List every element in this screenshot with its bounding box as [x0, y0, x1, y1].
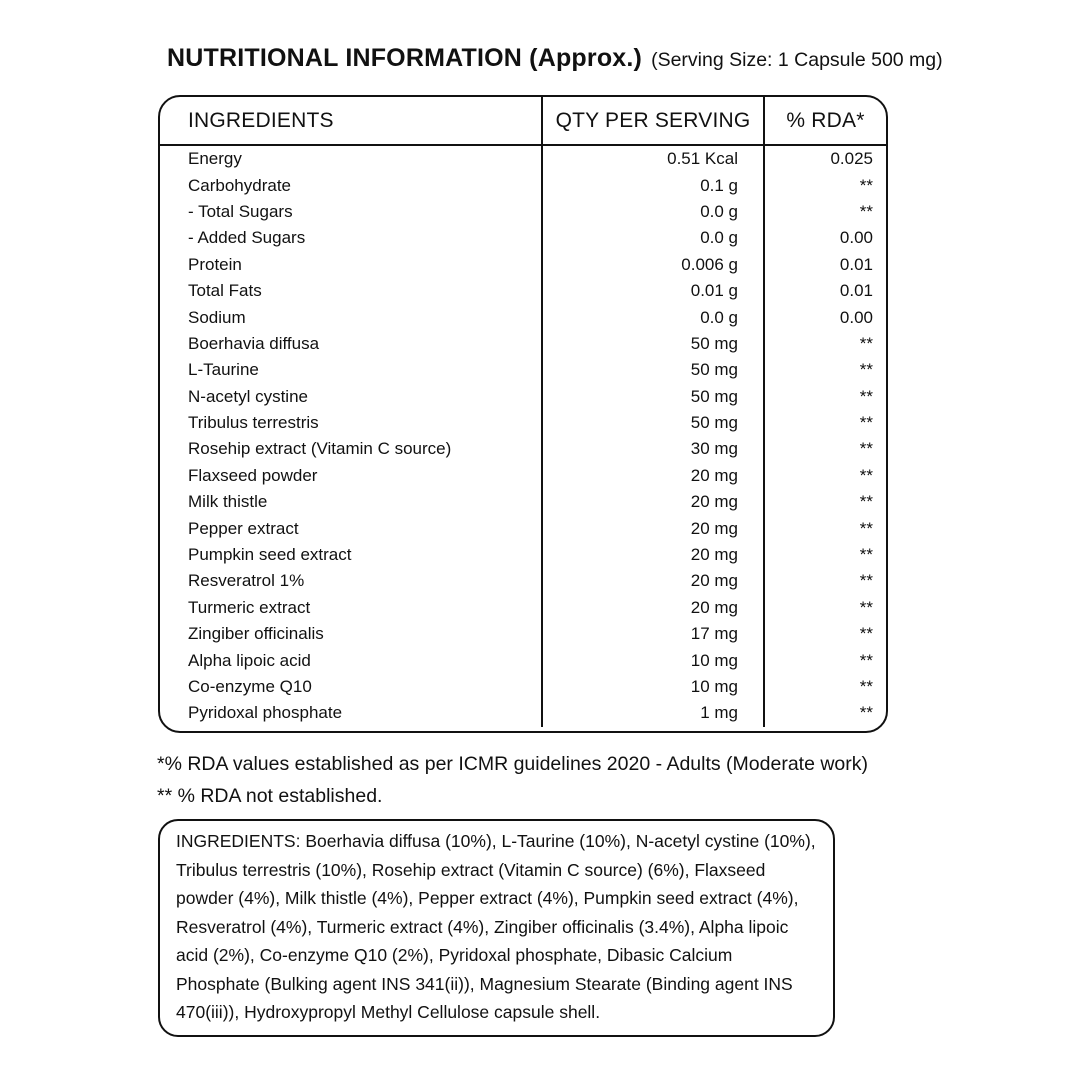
ingredient-qty: 0.51 Kcal: [541, 146, 763, 172]
ingredient-name: Total Fats: [188, 281, 262, 301]
table-row: [160, 647, 886, 673]
ingredient-qty: 20 mg: [541, 515, 763, 541]
ingredient-qty: 17 mg: [541, 621, 763, 647]
ingredient-rda: **: [763, 172, 886, 198]
ingredient-rda: **: [763, 463, 886, 489]
table-body: [160, 146, 886, 731]
ingredient-qty: 50 mg: [541, 331, 763, 357]
ingredient-name: - Added Sugars: [188, 228, 306, 248]
table-row: [160, 410, 886, 436]
ingredient-rda: **: [763, 700, 886, 726]
ingredient-qty: 50 mg: [541, 410, 763, 436]
ingredient-rda: **: [763, 410, 886, 436]
ingredient-qty: 0.1 g: [541, 172, 763, 198]
title-serving-size: (Serving Size: 1 Capsule 500 mg): [651, 49, 943, 71]
ingredient-rda: **: [763, 674, 886, 700]
table-row: [160, 436, 886, 462]
ingredient-rda: **: [763, 568, 886, 594]
ingredient-name: N-acetyl cystine: [188, 386, 308, 406]
ingredient-name: Co-enzyme Q10: [188, 677, 312, 696]
header-ingredients: INGREDIENTS: [188, 108, 334, 132]
ingredient-qty: 0.0 g: [541, 304, 763, 330]
ingredients-text: INGREDIENTS: Boerhavia diffusa (10%), L-Taurine (10%), N-acetyl cystine (10%), Tribulus terrestris (10%), Rosehip extract (Vitamin C source) (6%), Flaxseed powder (4%), Milk thistle (4%), Pepper extract (4%), Pumpkin seed extract (4%), Resveratrol (4%), Turmeric extract (4%), Zingiber officinalis (3.4%), Alpha lipoic acid (2%), Co-enzyme Q10 (2%), Pyridoxal phosphate, Dibasic Calcium Phosphate (Bulking agent INS 341(ii)), Magnesium Stearate (Binding agent INS 470(iii)), Hydroxypropyl Methyl Cellulose capsule shell.: [176, 831, 816, 1022]
table-header-row: [160, 97, 886, 146]
ingredient-qty: 10 mg: [541, 674, 763, 700]
table-row: [160, 146, 886, 172]
ingredient-rda: **: [763, 357, 886, 383]
header-qty-per-serving: QTY PER SERVING: [541, 97, 763, 144]
ingredient-qty: 0.006 g: [541, 252, 763, 278]
table-row: [160, 304, 886, 330]
ingredient-qty: 20 mg: [541, 489, 763, 515]
table-row: [160, 700, 886, 726]
header-rda: % RDA*: [763, 97, 886, 144]
footnote-rda-not-established: ** % RDA not established.: [157, 784, 383, 807]
page-title: [167, 44, 943, 73]
ingredient-qty: 20 mg: [541, 595, 763, 621]
table-row: [160, 674, 886, 700]
ingredient-rda: **: [763, 489, 886, 515]
ingredient-name: Zingiber officinalis: [188, 624, 324, 644]
table-row: [160, 199, 886, 225]
ingredient-rda: 0.00: [763, 225, 886, 251]
table-row: [160, 515, 886, 541]
ingredient-name: Carbohydrate: [188, 175, 292, 195]
table-row: [160, 568, 886, 594]
table-row: [160, 621, 886, 647]
ingredient-name: Tribulus terrestris: [188, 413, 319, 433]
ingredient-name: Boerhavia diffusa: [188, 333, 320, 353]
ingredient-qty: 0.0 g: [541, 199, 763, 225]
ingredient-qty: 0.0 g: [541, 225, 763, 251]
table-row: [160, 542, 886, 568]
ingredient-rda: **: [763, 384, 886, 410]
ingredient-rda: 0.025: [763, 146, 886, 172]
table-row: [160, 357, 886, 383]
ingredient-qty: 20 mg: [541, 463, 763, 489]
footnotes: [157, 749, 868, 812]
footnote-rda-established: *% RDA values established as per ICMR guidelines 2020 - Adults (Moderate work): [157, 753, 869, 775]
ingredient-rda: **: [763, 515, 886, 541]
table-row: [160, 225, 886, 251]
ingredient-rda: 0.00: [763, 304, 886, 330]
ingredient-qty: 20 mg: [541, 568, 763, 594]
ingredient-name: Resveratrol 1%: [188, 571, 305, 591]
ingredient-qty: 10 mg: [541, 647, 763, 673]
ingredient-name: Protein: [188, 254, 242, 274]
table-row: [160, 463, 886, 489]
ingredient-name: Alpha lipoic acid: [188, 650, 311, 670]
ingredient-rda: **: [763, 595, 886, 621]
table-row: [160, 331, 886, 357]
nutrition-table: [158, 95, 888, 733]
table-row: [160, 252, 886, 278]
ingredient-name: - Total Sugars: [188, 201, 293, 221]
ingredient-name: Flaxseed powder: [188, 465, 318, 485]
ingredient-rda: **: [763, 199, 886, 225]
ingredient-name: Sodium: [188, 307, 246, 327]
table-row: [160, 489, 886, 515]
ingredient-name: Pepper extract: [188, 518, 299, 538]
ingredient-rda: **: [763, 647, 886, 673]
ingredients-box: [158, 819, 835, 1037]
ingredient-rda: **: [763, 436, 886, 462]
ingredient-name: L-Taurine: [188, 360, 259, 380]
ingredient-qty: 0.01 g: [541, 278, 763, 304]
table-row: [160, 384, 886, 410]
ingredient-qty: 1 mg: [541, 700, 763, 726]
ingredient-qty: 50 mg: [541, 384, 763, 410]
ingredient-rda: **: [763, 542, 886, 568]
ingredient-rda: 0.01: [763, 278, 886, 304]
ingredient-qty: 20 mg: [541, 542, 763, 568]
table-row: [160, 595, 886, 621]
title-main: NUTRITIONAL INFORMATION (Approx.): [167, 44, 643, 72]
ingredient-rda: 0.01: [763, 252, 886, 278]
table-row: [160, 278, 886, 304]
ingredient-name: Pyridoxal phosphate: [188, 703, 343, 723]
ingredient-name: Turmeric extract: [188, 597, 311, 617]
ingredient-name: Rosehip extract (Vitamin C source): [188, 439, 452, 459]
ingredient-name: Milk thistle: [188, 492, 268, 512]
ingredient-name: Energy: [188, 149, 242, 169]
ingredient-rda: **: [763, 331, 886, 357]
table-row: [160, 172, 886, 198]
ingredient-rda: **: [763, 621, 886, 647]
ingredient-qty: 50 mg: [541, 357, 763, 383]
ingredient-name: Pumpkin seed extract: [188, 545, 352, 565]
ingredient-qty: 30 mg: [541, 436, 763, 462]
